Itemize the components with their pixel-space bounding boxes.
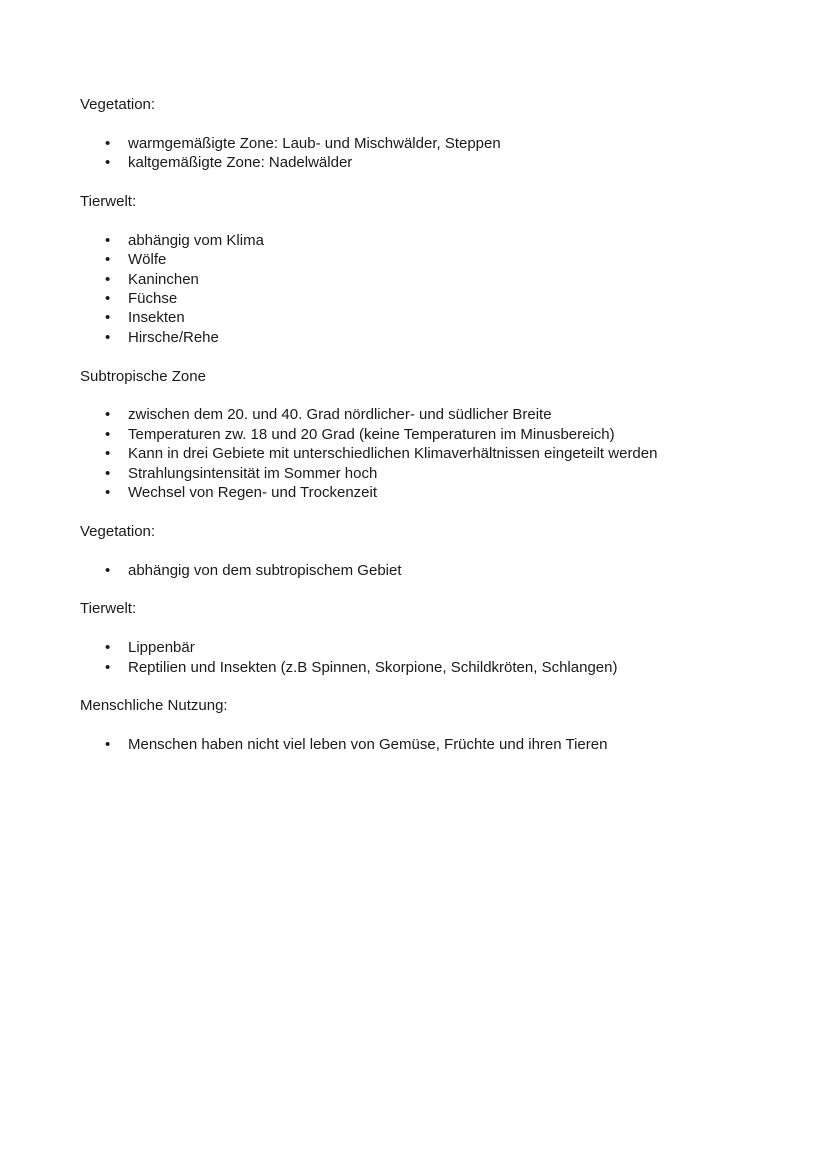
list-item: • Kaninchen: [80, 270, 768, 289]
list-item: • Wölfe: [80, 250, 768, 269]
bullet-list-vegetation-2: [80, 561, 768, 580]
bullet-list-tierwelt-1: [80, 231, 768, 347]
bullet-list-vegetation-1: [80, 134, 768, 173]
list-item: • Strahlungsintensität im Sommer hoch: [80, 464, 768, 483]
bullet-list-menschliche-nutzung: [80, 735, 768, 754]
list-item: • abhängig von dem subtropischem Gebiet: [80, 561, 768, 580]
section-heading-menschliche-nutzung: Menschliche Nutzung:: [80, 697, 228, 715]
list-item: • zwischen dem 20. und 40. Grad nördlicher- und südlicher Breite: [80, 405, 768, 424]
list-item: • Wechsel von Regen- und Trockenzeit: [80, 483, 768, 502]
bullet-list-subtropische-zone: [80, 405, 768, 502]
section-heading-tierwelt-1: Tierwelt:: [80, 193, 137, 210]
section-heading-tierwelt-2: Tierwelt:: [80, 600, 137, 618]
list-item: • Reptilien und Insekten (z.B Spinnen, Skorpione, Schildkröten, Schlangen): [80, 658, 768, 677]
list-item: • Kann in drei Gebiete mit unterschiedlichen Klimaverhältnissen eingeteilt werden: [80, 444, 768, 463]
section-heading-vegetation-1: Vegetation:: [80, 96, 156, 113]
list-item: • Hirsche/Rehe: [80, 328, 768, 347]
bullet-list-tierwelt-2: [80, 638, 768, 677]
list-item: • warmgemäßigte Zone: Laub- und Mischwälder, Steppen: [80, 134, 768, 153]
list-item: • abhängig vom Klima: [80, 231, 768, 250]
section-heading-subtropische-zone: Subtropische Zone: [80, 367, 206, 385]
list-item: • Lippenbär: [80, 638, 768, 657]
list-item: • Füchse: [80, 289, 768, 308]
list-item: • Insekten: [80, 308, 768, 327]
list-item: • Temperaturen zw. 18 und 20 Grad (keine Temperaturen im Minusbereich): [80, 425, 768, 444]
list-item: • kaltgemäßigte Zone: Nadelwälder: [80, 153, 768, 172]
section-heading-vegetation-2: Vegetation:: [80, 522, 156, 540]
list-item: • Menschen haben nicht viel leben von Gemüse, Früchte und ihren Tieren: [80, 735, 768, 754]
